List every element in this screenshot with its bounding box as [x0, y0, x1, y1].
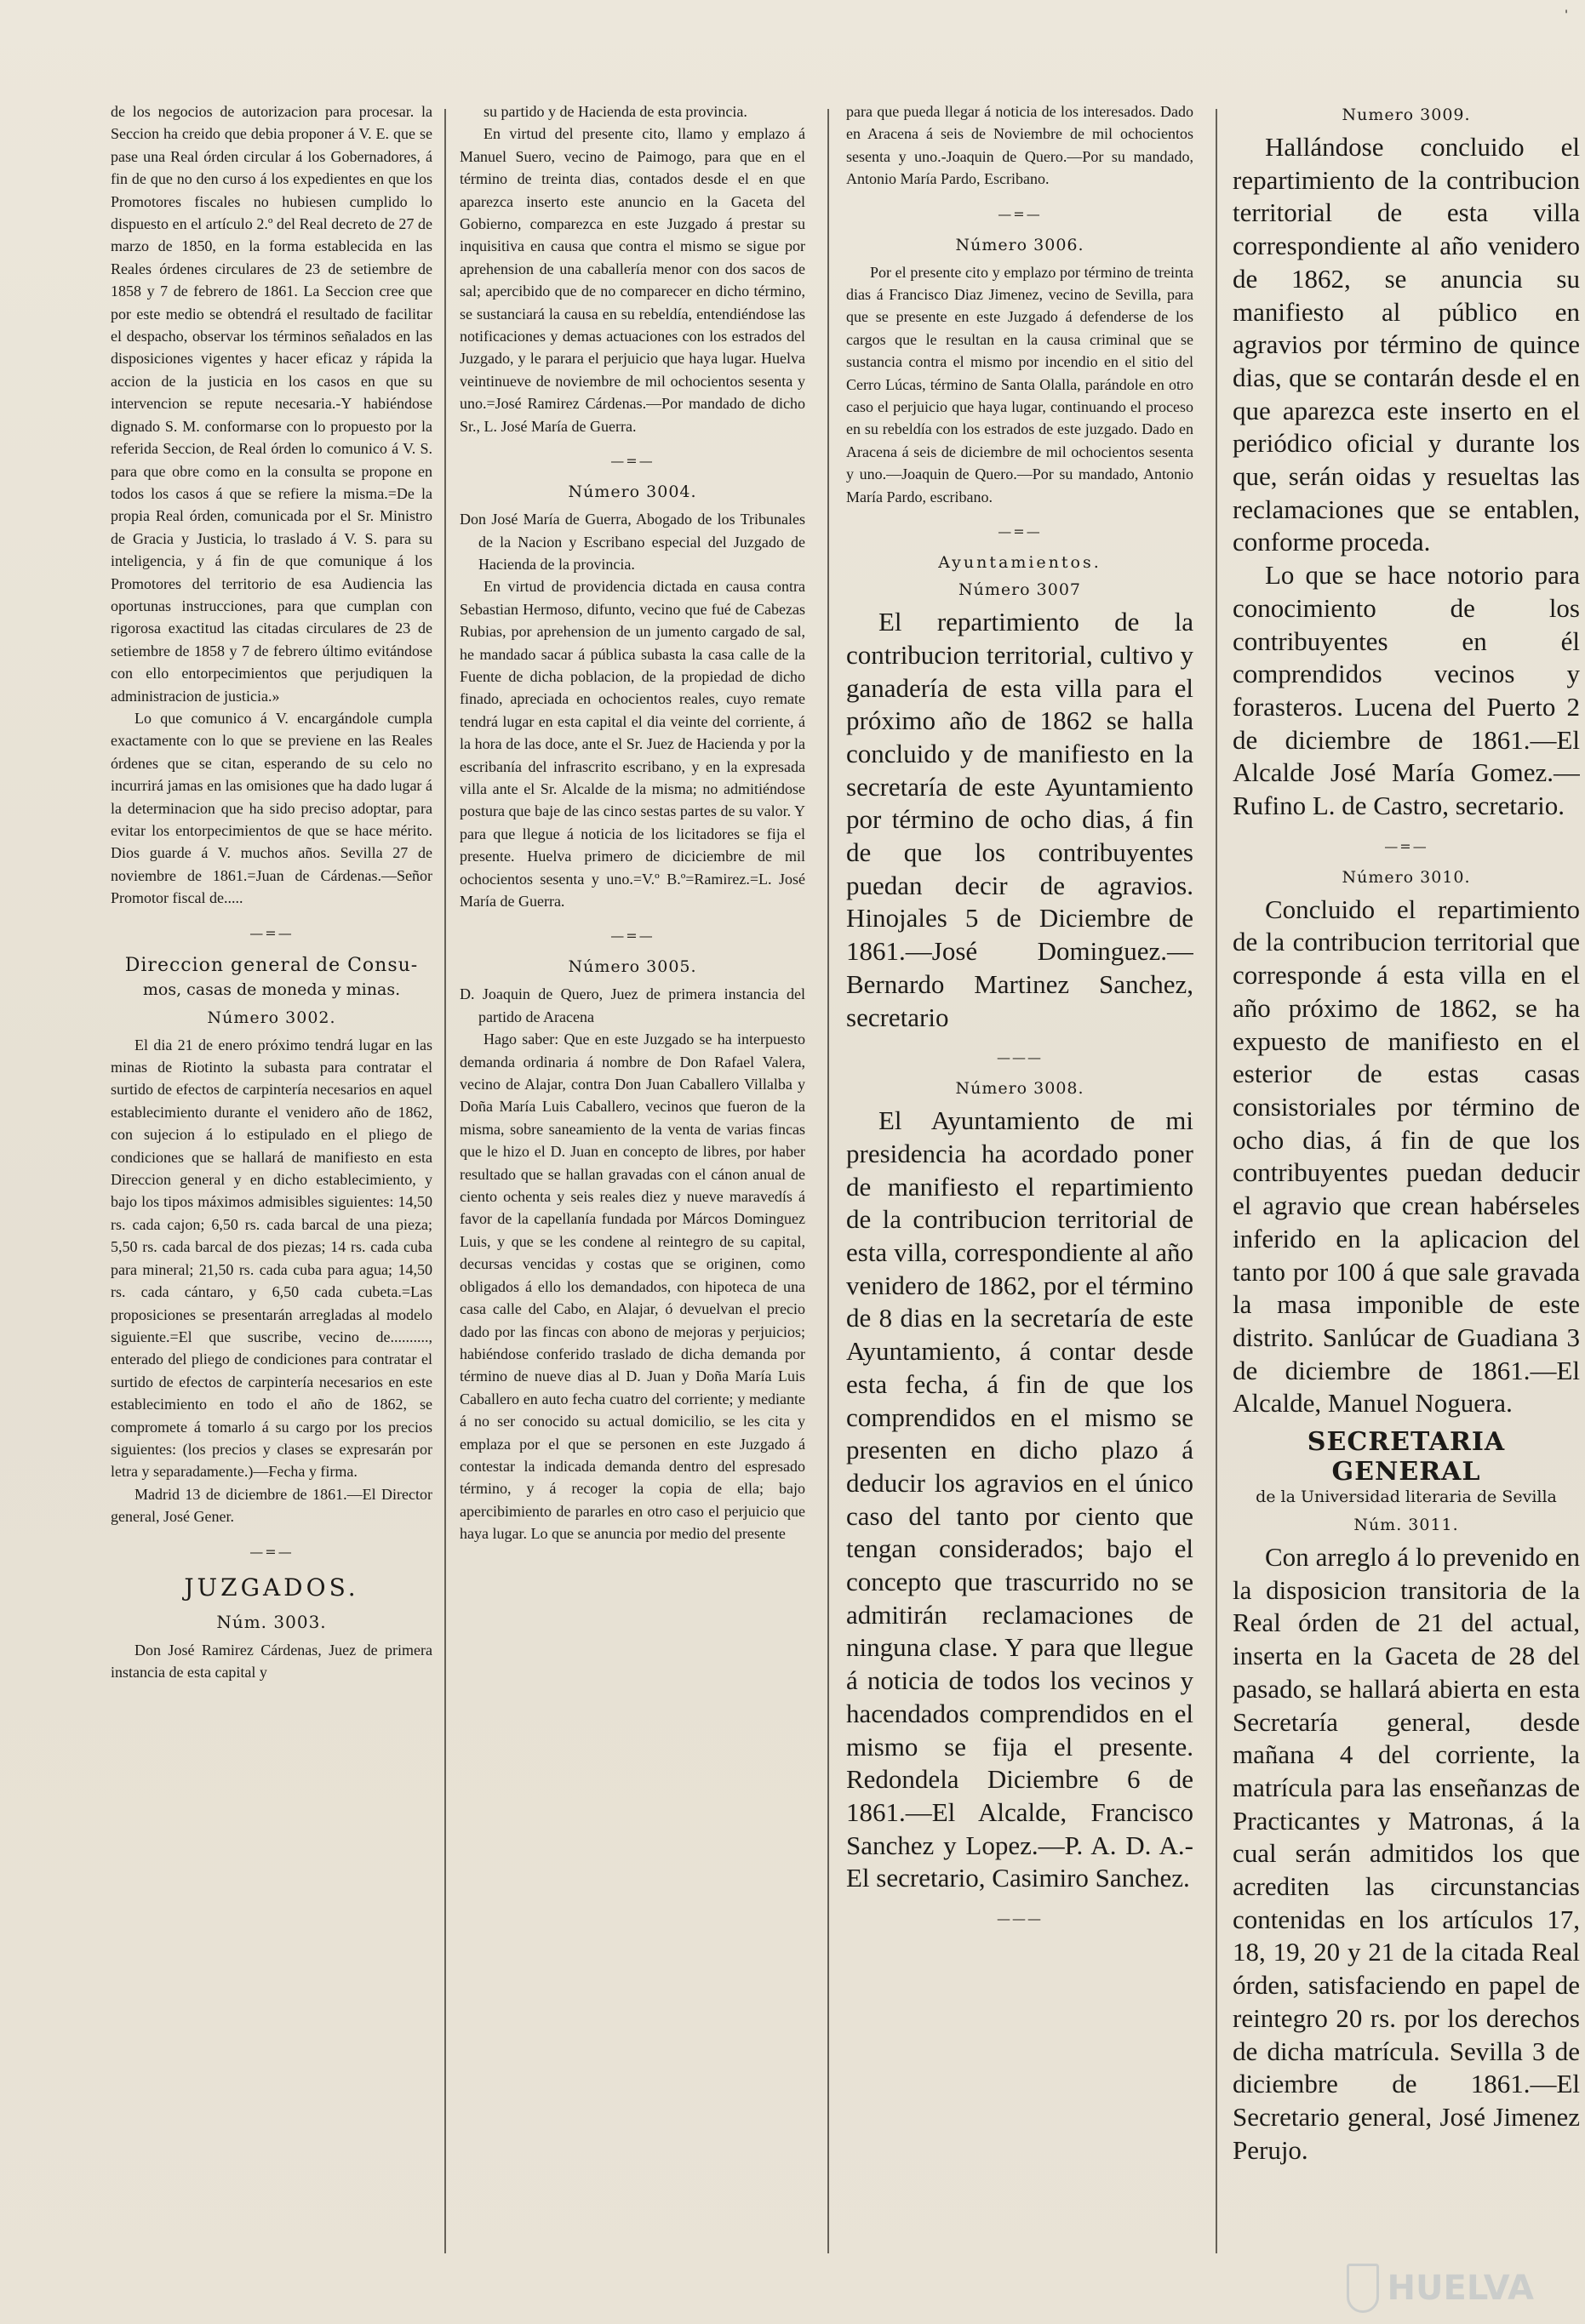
separator: —=— — [610, 453, 655, 470]
notice-number-3007: Número 3007 — [958, 580, 1082, 600]
notice-3003-body: En virtud del presente cito, llamo y emplazo á Manuel Suero, vecino de Paimogo, para que en el término de treinta dias, contados desde el en que aparezca inserto este anuncio en la Gaceta del Gobierno, comparezca en este Juzgado á prestar su inquisitiva en causa que contra el mismo se sigue por aprehension de una caballería menor con dos sacos de sal; apercibido que de no comparecer en dicho término, se sustanciará la causa en su rebeldía, entendiéndose las notificaciones y demas actuaciones con los estrados del Juzgado, y le parara el perjuicio que haya lugar. Huelva veintinueve de noviembre de mil ochocientos sesenta y uno.=José Ramirez Cárdenas.—Por mandado de dicho Sr., L. José María de Guerra. — [460, 125, 805, 435]
corner-mark: ' — [1565, 9, 1568, 22]
watermark-text: HUELVA — [1387, 2269, 1534, 2308]
notice-number-3011: Núm. 3011. — [1353, 1516, 1459, 1535]
column-4 — [1233, 100, 1580, 2298]
column-rule-3 — [1216, 109, 1217, 2253]
notice-number-3004: Número 3004. — [568, 483, 697, 502]
separator: ——— — [997, 1910, 1043, 1927]
section-subheading-universidad: de la Universidad literaria de Sevilla — [1256, 1487, 1557, 1507]
notice-number-3006: Número 3006. — [955, 235, 1084, 254]
section-heading-ayuntamientos: Ayuntamientos. — [938, 553, 1101, 573]
column-2 — [460, 100, 805, 2298]
notice-3009-body: Hallándose concluido el repartimiento de la contribucion territorial de esta villa correspondiente al año venidero de 1862, se anuncia su manifiesto al público en agravios por término de quince dias, que se contarán desde el en que aparezca este inserto en el periódico oficial y durante los que, serán oidas y resueltas las reclamaciones que se entablen, conforme proceda. — [1233, 132, 1580, 557]
notice-3006-body: Por el presente cito y emplazo por término de treinta dias á Francisco Diaz Jimenez, vecino de Sevilla, para que se presente en este Juzgado á defenderse de los cargos que le resultan en la causa criminal que se sustancia contra el mismo por incendio en el sitio del Cerro Lúcas, término de Santa Olalla, parándole en otro caso el perjuicio que haya lugar, continuando el proceso en su rebeldía con los estrados de este juzgado. Dado en Aracena á seis de diciembre de mil ochocientos sesenta y uno.—Joaquin de Quero.—Por su mandado, Antonio María Pardo, escribano. — [846, 263, 1193, 505]
notice-3005-head: D. Joaquin de Quero, Juez de primera instancia del partido de Aracena — [460, 985, 805, 1025]
section-subheading: mos, casas de moneda y minas. — [142, 979, 401, 999]
separator: —=— — [998, 523, 1042, 540]
archive-watermark — [1347, 2263, 1534, 2314]
notice-3003-head-cont: su partido y de Hacienda de esta provincia. — [484, 103, 747, 120]
column-3 — [846, 100, 1193, 2298]
separator: —=— — [610, 928, 655, 945]
notice-number-3008: Número 3008. — [955, 1079, 1084, 1099]
notice-3005-body: Hago saber: Que en este Juzgado se ha interpuesto demanda ordinaria á nombre de Don Rafael Valera, vecino de Alajar, contra Don Juan Caballero Villalba y Doña María Luis Caballero, vecinos que fueron de la misma, sobre saneamiento de la venta de varias fincas que le hizo el D. Juan en concepto de libres, por haber resultado que se hallan gravadas con el cánon anual de ciento ochenta y seis reales diez y nueve maravedís á favor de la capellanía fundada por Márcos Dominguez Luis, y que se les condene al reintegro de su capital, decursas vencidas y costas que se originen, como obligados á ello los demandados, con hipoteca de una casa calle del Cabo, en Alajar, ó devuelvan el precio dado por las fincas con abono de mejoras y perjuicios; habiéndose conferido traslado de dicha demanda por término de nueve dias al D. Juan y Doña María Luis Caballero en auto fecha cuatro del corriente; y mediante á no ser conocido su actual domicilio, se les cita y emplaza por el que se personen en este Juzgado á contestar la indicada demanda dentro del espresado término, y á recoger la copia de ella; bajo apercibimiento de pararles en otro caso el perjuicio que haya lugar. Lo que se anuncia por medio del presente — [460, 1031, 805, 1543]
column-rule-2 — [827, 109, 829, 2253]
notice-3002-signature: Madrid 13 de diciembre de 1861.—El Director general, José Gener. — [111, 1485, 432, 1526]
notice-3010-body: Concluido el repartimiento de la contribucion territorial que corresponde á esta villa en el año próximo de 1862, se ha expuesto de manifiesto en el esterior de estas casas consistoriales por término de ocho dias, á fin de que los contribuyentes puedan deducir el agravio que crean habérseles inferido en la aplicacion del tanto por 100 á que sale gravada la masa imponible de este distrito. Sanlúcar de Guadiana 3 de diciembre de 1861.—El Alcalde, Manuel Noguera. — [1233, 894, 1580, 1419]
separator: —=— — [249, 1543, 294, 1560]
section-heading-direccion: Direccion general de Consu- — [124, 954, 419, 976]
separator: —=— — [998, 205, 1042, 222]
shield-icon — [1347, 2264, 1379, 2313]
notice-3002-body: El dia 21 de enero próximo tendrá lugar en las minas de Riotinto la subasta para contratar el surtido de efectos de carpintería necesarios en aquel establecimiento durante el venidero año de 1862, con sujecion á lo estipulado en el pliego de condiciones que se hallará de manifiesto en esta Direccion general y en dicho establecimiento, y bajo los tipos máximos admisibles siguientes: 14,50 rs. cada cajon; 6,50 rs. cada barcal de una pieza; 5,50 rs. cada barcal de dos piezas; 14 rs. cada cuba para mineral; 21,50 rs. cada cuba para agua; 14,50 rs. cada cántaro, y 6,50 cada cubeta.=Las proposiciones se presentarán arregladas al modelo siguiente.=El que suscribe, vecino de.........., enterado del pliego de condiciones para contratar el surtido de efectos de carpintería necesarios en este establecimiento en todo el año de 1862, se compromete á tomarlo á su cargo por los precios siguientes: (los precios y clases se expresarán por letra y separadamente.)—Fecha y firma. — [111, 1036, 432, 1481]
column-1 — [111, 100, 432, 2298]
notice-number-3002: Número 3002. — [207, 1008, 336, 1027]
notice-number-3009: Numero 3009. — [1342, 106, 1471, 124]
column-rule-1 — [444, 109, 446, 2253]
section-heading-juzgados: JUZGADOS. — [184, 1573, 359, 1602]
separator: —=— — [249, 924, 294, 941]
notice-3007-body: El repartimiento de la contribucion territorial, cultivo y ganadería de esta villa para el próximo año de 1862 se halla concluido y de manifiesto en la secretaría de este Ayuntamiento por término de ocho dias, á fin de que los contribuyentes puedan decir de agravios. Hinojales 5 de Diciembre de 1861.—José Dominguez.—Bernardo Martinez Sanchez, secretario — [846, 607, 1193, 1032]
notice-3004-body: En virtud de providencia dictada en causa contra Sebastian Hermoso, difunto, vecino que fué de Cabezas Rubias, por aprehension de un jumento cargado de sal, he mandado sacar á pública subasta la casa calle de la Fuente de dicha poblacion, de la propiedad de dicho finado, apreciada en ochocientos reales, cuyo remate tendrá lugar en esta capital el dia veinte del corriente, á la hora de las doce, ante el Sr. Juez de Hacienda y por la escribanía del infrascrito escribano, y en la expresada villa ante el Sr. Alcalde de la misma; no admitiéndose postura que baje de las cinco sestas partes de su valor. Y para que llegue á noticia de los licitadores se fija el presente. Huelva primero de diciciembre de mil ochocientos sesenta y uno.=V.º B.º=Ramirez.=L. José María de Guerra. — [460, 578, 805, 910]
notice-3005-cont: para que pueda llegar á noticia de los interesados. Dado en Aracena á seis de Noviembre de mil ochocientos sesenta y uno.-Joaquin de Quero.—Por su mandado, Antonio María Pardo, Escribano. — [846, 103, 1193, 188]
notice-number-3005: Número 3005. — [568, 957, 697, 977]
notice-3003-head: Don José Ramirez Cárdenas, Juez de primera instancia de esta capital y — [111, 1641, 432, 1681]
section-heading-secretaria: SECRETARIA GENERAL — [1307, 1427, 1506, 1487]
separator: ——— — [997, 1049, 1043, 1066]
notice-3004-head: Don José María de Guerra, Abogado de los Tribunales de la Nacion y Escribano especial del Juzgado de Hacienda de la provincia. — [460, 511, 805, 573]
article-paragraph: Lo que comunico á V. encargándole cumpla exactamente con lo que se previene en las Reales órdenes que se citan, esperando de su celo no incurrirá jamas en las omisiones que ha dado lugar á la determinacion que ha sido preciso adoptar, para evitar los entorpecimientos de que se hace mérito. Dios guarde á V. muchos años. Sevilla 27 de noviembre de 1861.=Juan de Cárdenas.—Señor Promotor fiscal de..... — [111, 709, 432, 907]
separator: —=— — [1384, 837, 1428, 854]
notice-3009-body-2: Lo que se hace notorio para conocimiento de los contribuyentes en él comprendidos vecinos y forasteros. Lucena del Puerto 2 de diciembre de 1861.—El Alcalde José María Gomez.—Rufino L. de Castro, secretario. — [1233, 560, 1580, 821]
notice-number-3003: Núm. 3003. — [216, 1611, 327, 1632]
notice-3011-body: Con arreglo á lo prevenido en la disposicion transitoria de la Real órden de 21 del actual, inserta en la Gaceta de 28 del pasado, se hallará abierta en esta Secretaría general, desde mañana 4 del corriente, la matrícula para las enseñanzas de Practicantes y Matronas, á la cual serán admitidos los que acrediten las circunstancias contenidas en los artículos 17, 18, 19, 20 y 21 de la citada Real órden, satisfaciendo en papel de reintegro 20 rs. por los derechos de dicha matrícula. Sevilla 3 de diciembre de 1861.—El Secretario general, José Jimenez Perujo. — [1233, 1542, 1580, 2165]
article-continuation: de los negocios de autorizacion para procesar. la Seccion ha creido que debia proponer á V. E. que se pase una Real órden circular á los Gobernadores, á fin de que no den curso á los expedientes en que los Promotores fiscales no hubiesen cumplido lo dispuesto en el artículo 2.º del Real decreto de 27 de marzo de 1850, en la forma establecida en las Reales órdenes circulares de 23 de setiembre de 1858 y 7 de febrero de 1861. La Seccion cree que por este medio se obtendrá el resultado de facilitar el despacho, observar los términos señalados en las disposiciones vigentes y hacer eficaz y rápida la accion de la justicia en los casos en que su intervencion se repute necesaria.-Y habiéndose dignado S. M. conformarse con lo propuesto por la referida Seccion, de Real órden lo comunico á V. S. para que obre como en la consulta se propone en todos los casos á que se refiere la misma.=De la propia Real órden, comunicada por el Sr. Ministro de Gracia y Justicia, lo traslado á V. S. para su inteligencia, y á fin de que comunique á los Promotores del territorio de esa Audiencia las oportunas instrucciones, para que cumplan con rigorosa exactitud las citadas circulares de 23 de setiembre de 1858 y 7 de febrero último evitándose con ello entorpecimientos que perjudiquen la administracion de justicia.» — [111, 103, 432, 705]
notice-number-3010: Número 3010. — [1342, 867, 1471, 887]
notice-3008-body: El Ayuntamiento de mi presidencia ha acordado poner de manifiesto el repartimiento de la contribucion territorial de esta villa, correspondiente al año venidero de 1862, por el término de 8 dias en la secretaría de este Ayuntamiento, á contar desde esta fecha, á fin de que los comprendidos en el mismo se presenten en dicho plazo á deducir los agravios en el único caso del tanto por ciento que tengan considerados; bajo el concepto que trascurrido no se admitirán reclamaciones de ninguna clase. Y para que llegue á noticia de todos los vecinos y hacendados comprendidos en el mismo se fija el presente. Redondela Diciembre 6 de 1861.—El Alcalde, Francisco Sanchez y Lopez.—P. A. D. A.-El secretario, Casimiro Sanchez. — [846, 1105, 1193, 1893]
